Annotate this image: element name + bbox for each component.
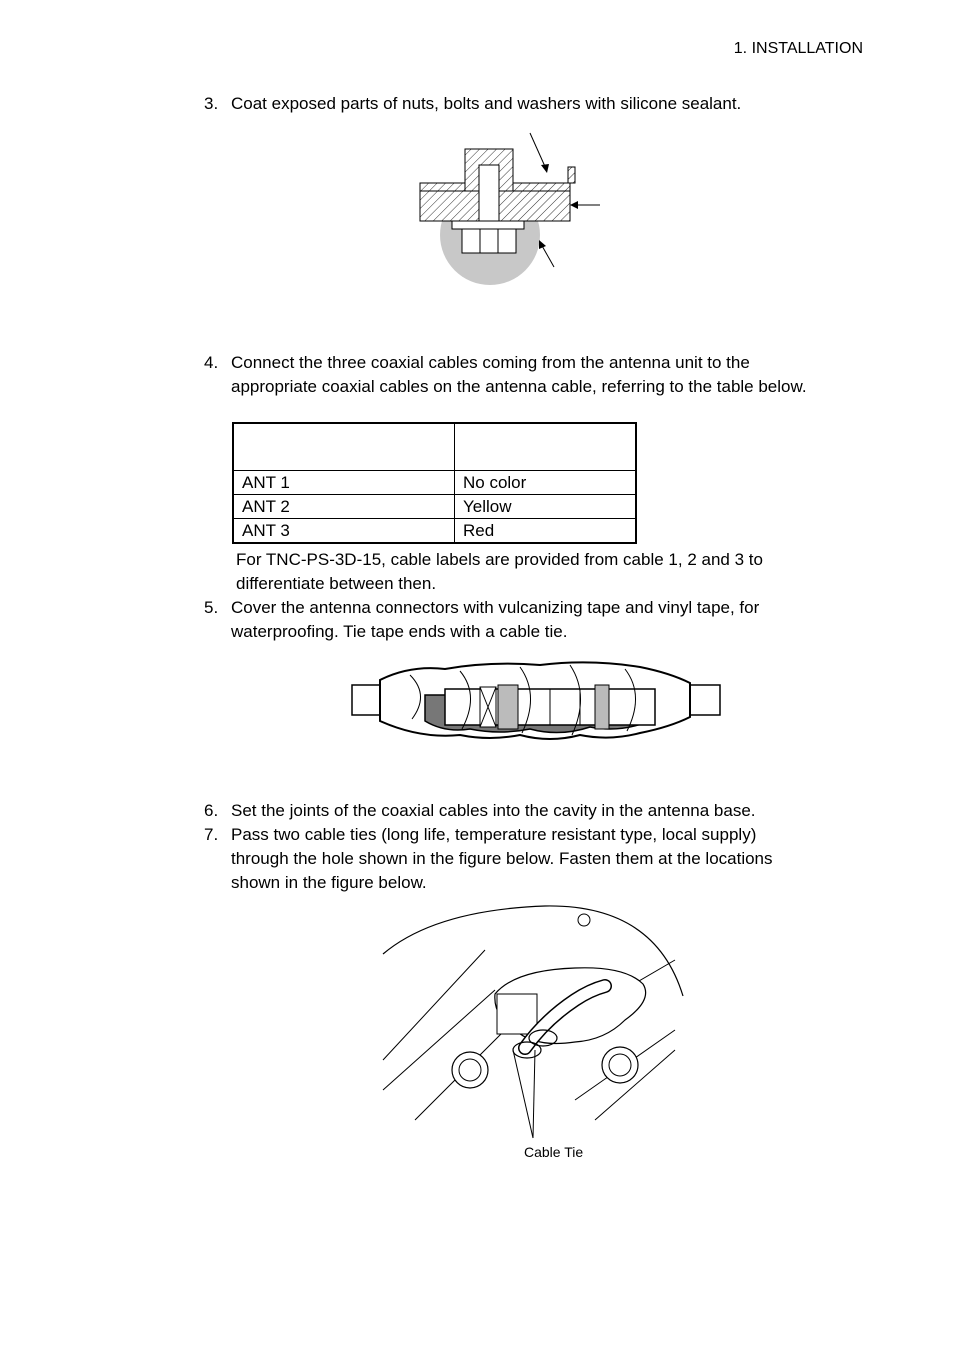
note-line: For TNC-PS-3D-15, cable labels are provided from cable 1, 2 and 3 to bbox=[236, 550, 763, 569]
step-number: 5. bbox=[204, 598, 219, 617]
nut bbox=[462, 229, 516, 253]
washer bbox=[452, 221, 524, 229]
step-text-line: Pass two cable ties (long life, temperature resistant type, local supply) bbox=[231, 825, 757, 844]
taped-connector-figure bbox=[350, 655, 725, 745]
table-cell: No color bbox=[455, 471, 637, 495]
leader-line bbox=[541, 244, 554, 267]
bolt-sealant-figure bbox=[410, 125, 610, 290]
leader-line bbox=[513, 1050, 533, 1138]
table-cell: ANT 1 bbox=[233, 471, 455, 495]
step-text-line: waterproofing. Tie tape ends with a cable tie. bbox=[231, 622, 568, 641]
cable-hole bbox=[497, 994, 537, 1034]
knurled-coupling bbox=[498, 685, 518, 729]
step-text-line: Cover the antenna connectors with vulcanizing tape and vinyl tape, for bbox=[231, 598, 760, 617]
step-text-line: Connect the three coaxial cables coming from the antenna unit to the bbox=[231, 353, 750, 372]
coax-cable-table bbox=[232, 422, 637, 544]
antenna-base-figure bbox=[375, 900, 695, 1140]
table-row bbox=[233, 471, 636, 495]
step-text-line: appropriate coaxial cables on the antenna cable, referring to the table below. bbox=[231, 377, 807, 396]
step-number: 6. bbox=[204, 801, 219, 820]
leader-line bbox=[533, 1050, 535, 1138]
section-header: 1. INSTALLATION bbox=[733, 40, 863, 57]
table-row bbox=[233, 519, 636, 544]
step-text-line: Coat exposed parts of nuts, bolts and washers with silicone sealant. bbox=[231, 94, 742, 113]
table-cell: Red bbox=[455, 519, 637, 544]
step-text-line: shown in the figure below. bbox=[231, 873, 427, 892]
table-cell: Yellow bbox=[455, 495, 637, 519]
table-cell: ANT 2 bbox=[233, 495, 455, 519]
knurled-coupling bbox=[595, 685, 609, 729]
table-header-cell bbox=[233, 423, 455, 471]
table-row bbox=[233, 495, 636, 519]
cable-tie-label: Cable Tie bbox=[524, 1144, 584, 1160]
table-note bbox=[236, 548, 836, 596]
table-header-cell bbox=[455, 423, 637, 471]
table-cell: ANT 3 bbox=[233, 519, 455, 544]
step-text-line: Set the joints of the coaxial cables into the cavity in the antenna base. bbox=[231, 801, 756, 820]
step-number: 3. bbox=[204, 94, 219, 113]
step-text-line: through the hole shown in the figure below. Fasten them at the locations bbox=[231, 849, 773, 868]
table-header-row bbox=[233, 423, 636, 471]
step-number: 4. bbox=[204, 353, 219, 372]
step-number: 7. bbox=[204, 825, 219, 844]
note-line: differentiate between then. bbox=[236, 574, 437, 593]
screw-hole bbox=[578, 914, 590, 926]
bolt bbox=[479, 165, 499, 229]
